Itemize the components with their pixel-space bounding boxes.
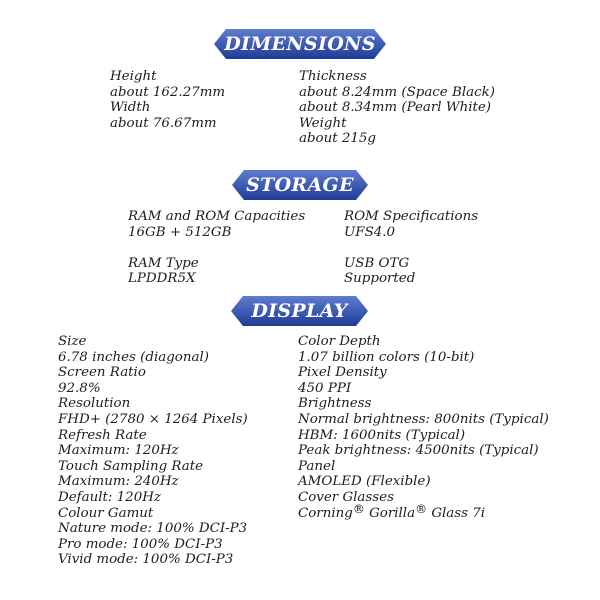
storage-banner [232, 170, 368, 200]
spec-label: RAM Type [128, 255, 199, 271]
registered-mark: ® [352, 501, 365, 516]
storage-left-column [128, 209, 305, 287]
spec-label: ROM Specifications [344, 209, 479, 224]
dimensions-title: DIMENSIONS [224, 33, 376, 55]
display-title: DISPLAY [251, 300, 348, 322]
spec-label: Brightness [298, 396, 372, 412]
spec-value: 6.78 inches (diagonal) [58, 349, 209, 365]
display-banner [231, 296, 368, 326]
spec-value: 92.8% [58, 380, 101, 396]
spec-value: UFS4.0 [344, 224, 396, 240]
spec-value: FHD+ (2780 × 1264 Pixels) [58, 411, 248, 427]
spec-label: Color Depth [298, 334, 381, 349]
spec-value: HBM: 1600nits (Typical) [298, 427, 466, 443]
spec-value: Nature mode: 100% DCI-P3 [58, 521, 248, 537]
spec-value: about 8.34mm (Pearl White) [299, 100, 492, 116]
spec-value: about 162.27mm [110, 84, 226, 100]
spec-label: USB OTG [344, 255, 410, 271]
display-left-column [58, 334, 248, 568]
dimensions-right-column [299, 69, 495, 147]
spec-value: Maximum: 120Hz [58, 443, 179, 459]
spec-value: about 76.67mm [110, 115, 217, 131]
spec-label: Resolution [58, 396, 131, 412]
spec-label: Colour Gamut [58, 505, 154, 521]
spec-label: Thickness [299, 69, 367, 84]
spec-value: 450 PPI [298, 380, 352, 396]
spec-value: LPDDR5X [128, 271, 196, 287]
spec-value: Pro mode: 100% DCI-P3 [58, 536, 223, 552]
spec-label: Weight [299, 115, 347, 131]
display-right-column [298, 334, 549, 521]
registered-mark: ® [415, 501, 428, 516]
spec-label: Panel [298, 458, 336, 474]
spec-label: Screen Ratio [58, 365, 146, 381]
spec-value: about 215g [299, 131, 377, 147]
dimensions-left-column [110, 69, 225, 131]
spec-label: Size [58, 334, 87, 349]
spec-value: AMOLED (Flexible) [298, 474, 431, 490]
spec-label: Height [110, 69, 157, 84]
spec-label: RAM and ROM Capacities [128, 209, 306, 224]
spec-label: Cover Glasses [298, 489, 394, 505]
spec-value: 16GB + 512GB [128, 224, 232, 240]
storage-right-column [344, 209, 478, 287]
spec-label: Pixel Density [298, 365, 387, 381]
spec-value: about 8.24mm (Space Black) [299, 84, 495, 100]
spec-value: Peak brightness: 4500nits (Typical) [298, 443, 539, 459]
cover-glass-value: Corning® Gorilla® Glass 7i [298, 501, 486, 521]
spec-value: Vivid mode: 100% DCI-P3 [58, 552, 234, 568]
spec-value: Maximum: 240Hz [58, 474, 179, 490]
storage-title: STORAGE [246, 174, 354, 196]
spec-value: Default: 120Hz [58, 489, 161, 505]
spec-value: Supported [344, 271, 416, 287]
spec-label: Touch Sampling Rate [58, 458, 204, 474]
spec-value: 1.07 billion colors (10-bit) [298, 349, 475, 365]
dimensions-banner [214, 29, 386, 59]
spec-label: Refresh Rate [58, 427, 147, 443]
spec-label: Width [110, 100, 151, 116]
spec-value: Normal brightness: 800nits (Typical) [298, 411, 549, 427]
